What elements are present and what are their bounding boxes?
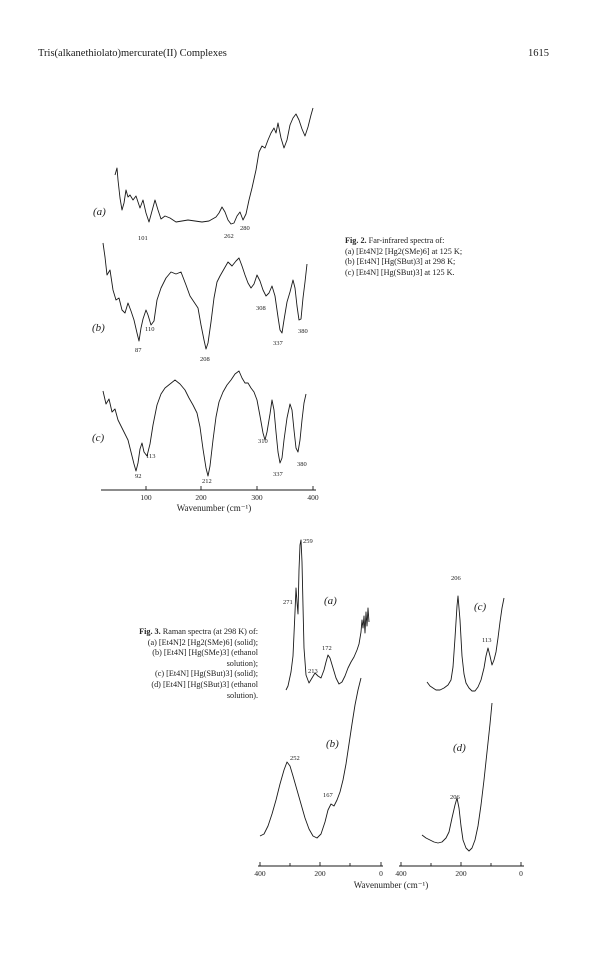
fig2-peak-b-380: 380 bbox=[298, 328, 308, 335]
fig2-peak-b-208: 208 bbox=[200, 356, 210, 363]
fig2-peak-b-87: 87 bbox=[135, 347, 142, 354]
fig3-label-b: (b) bbox=[326, 738, 339, 750]
fig2-tick-label-300: 300 bbox=[251, 493, 263, 502]
fig2-peak-c-212: 212 bbox=[202, 478, 212, 485]
fig3-peak-b-252: 252 bbox=[290, 755, 300, 762]
fig2-peak-b-110: 110 bbox=[145, 326, 155, 333]
fig3-caption-line-5: (d) [Et4N] [Hg(SBut)3] (ethanol bbox=[151, 679, 258, 689]
fig3-right-tick-label-400: 400 bbox=[395, 869, 407, 878]
fig3-caption-line-2: (b) [Et4N] [Hg(SMe)3] (ethanol bbox=[152, 648, 258, 658]
fig2-spectrum-b bbox=[103, 243, 307, 349]
fig3-peak-c-206: 206 bbox=[451, 575, 461, 582]
fig3-label-c: (c) bbox=[474, 601, 487, 613]
fig2-peak-c-310: 310 bbox=[258, 438, 268, 445]
fig2-tick-label-400: 400 bbox=[307, 493, 319, 502]
fig2-peak-b-308: 308 bbox=[256, 305, 266, 312]
fig2-peak-c-380: 380 bbox=[297, 461, 307, 468]
fig2-label-b: (b) bbox=[92, 322, 105, 334]
fig2-axis-title: Wavenumber (cm⁻¹) bbox=[176, 503, 252, 513]
fig2-peak-c-337: 337 bbox=[273, 471, 283, 478]
fig3-caption-label: Fig. 3. bbox=[139, 627, 161, 636]
running-head: Tris(alkanethiolato)mercurate(II) Complexes bbox=[38, 48, 227, 59]
fig3-peak-a-271: 271 bbox=[283, 599, 293, 606]
fig3-left-tick-label-400: 400 bbox=[254, 869, 266, 878]
fig2-caption-c: (c) [Et4N] [Hg(SBut)3] at 125 K. bbox=[345, 267, 455, 277]
fig3-caption-line-1: (a) [Et4N]2 [Hg2(SMe)6] (solid); bbox=[147, 637, 258, 647]
fig3-caption-line-4: (c) [Et4N] [Hg(SBut)3] (solid); bbox=[154, 669, 258, 679]
fig3-right-tick-label-0: 0 bbox=[519, 869, 523, 878]
fig3-caption-title: Raman spectra (at 298 K) of: bbox=[162, 627, 258, 636]
fig3-left-tick-label-200: 200 bbox=[314, 869, 326, 878]
fig2-caption-label: Fig. 2. bbox=[345, 236, 367, 245]
fig3-caption-line-3: solution); bbox=[226, 658, 258, 668]
fig3-spectrum-d bbox=[422, 703, 492, 851]
fig3-spectrum-b bbox=[260, 678, 361, 838]
page-number: 1615 bbox=[528, 48, 549, 59]
fig3-axis-title: Wavenumber (cm⁻¹) bbox=[353, 880, 429, 890]
fig2-spectrum-a bbox=[115, 108, 313, 224]
fig2-caption-a: (a) [Et4N]2 [Hg2(SMe)6] at 125 K; bbox=[345, 246, 463, 256]
fig2-peak-a-101: 101 bbox=[138, 235, 148, 242]
fig3-peak-d-206: 206 bbox=[450, 794, 460, 801]
fig3-peak-a-172: 172 bbox=[322, 645, 332, 652]
fig2-label-c: (c) bbox=[92, 432, 105, 444]
fig3-left-tick-label-0: 0 bbox=[379, 869, 383, 878]
fig2-caption-title: Far-infrared spectra of: bbox=[368, 236, 445, 245]
fig3-peak-a-213: 213 bbox=[308, 668, 318, 675]
fig2-peak-a-280: 280 bbox=[240, 225, 250, 232]
fig2-tick-label-200: 200 bbox=[195, 493, 207, 502]
fig2-tick-label-100: 100 bbox=[140, 493, 152, 502]
fig2-peak-b-337: 337 bbox=[273, 340, 283, 347]
fig2-peak-c-113: 113 bbox=[146, 453, 156, 460]
fig3-peak-a-259: 259 bbox=[303, 538, 313, 545]
fig3-caption-line-6: solution). bbox=[226, 690, 258, 700]
fig3-label-a: (a) bbox=[324, 595, 337, 607]
fig2-spectrum-c bbox=[103, 371, 306, 476]
fig3-peak-b-167: 167 bbox=[323, 792, 333, 799]
fig2-caption-b: (b) [Et4N] [Hg(SBut)3] at 298 K; bbox=[345, 257, 456, 267]
fig3-spectrum-a bbox=[286, 540, 369, 690]
fig2-peak-a-262: 262 bbox=[224, 233, 234, 240]
fig3-spectrum-c bbox=[427, 596, 504, 691]
fig2-label-a: (a) bbox=[93, 206, 106, 218]
fig3-peak-c-113: 113 bbox=[482, 637, 492, 644]
fig3-label-d: (d) bbox=[453, 742, 466, 754]
fig2-peak-c-92: 92 bbox=[135, 473, 142, 480]
fig3-right-tick-label-200: 200 bbox=[455, 869, 467, 878]
